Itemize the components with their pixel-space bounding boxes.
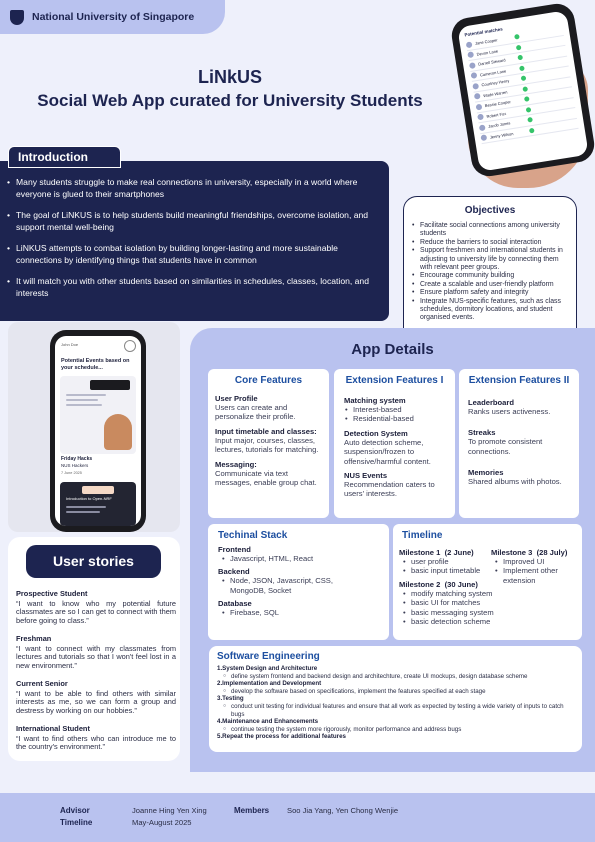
event-logo-2	[82, 486, 114, 494]
stack-subheading: Database	[218, 599, 252, 609]
status-dot-icon	[514, 34, 520, 40]
avatar	[467, 52, 474, 59]
match-name: Devon Lane	[476, 48, 499, 57]
advisor-name: Joanne Hing Yen Xing	[132, 806, 207, 815]
milestone-3	[491, 548, 579, 585]
database-list	[218, 608, 379, 617]
stack-item: • Node, JSON, Javascript, CSS, MongoDB, Socket	[218, 576, 353, 595]
avatar	[479, 124, 486, 131]
objective-item: • Support freshmen and international students in adjusting to university life by connecting them with relevant peer groups.	[410, 247, 572, 272]
feature-subheading: User Profile	[215, 394, 258, 403]
objective-item: • Facilitate social connections among university students	[410, 222, 572, 239]
extension-1-title: Extension Features I	[345, 375, 444, 386]
event-title: Friday Hacks	[61, 456, 93, 462]
university-crest-icon	[10, 10, 24, 25]
story-quote: “I want to be able to find others with similar interests as me, so we can form a group and destress by working on our hobbies.”	[16, 688, 176, 715]
timeline-label: Timeline	[60, 818, 93, 827]
step-title: Maintenance and Enhancements	[222, 718, 319, 726]
event-card	[60, 376, 136, 454]
avatar	[480, 135, 487, 142]
step-title: Testing	[222, 695, 244, 703]
user-stories-heading: User stories	[53, 553, 134, 569]
members-names: Soo Jia Yang, Yen Chong Wenjie	[287, 806, 399, 815]
feature-subheading: Messaging:	[215, 459, 257, 469]
timeline-value: May-August 2025	[132, 818, 192, 827]
milestone-items	[491, 557, 579, 585]
milestone-items	[399, 557, 499, 576]
status-dot-icon	[519, 65, 525, 71]
se-step-title	[217, 718, 574, 726]
objective-item: • Reduce the barriers to social interaction	[410, 239, 572, 247]
status-dot-icon	[521, 76, 527, 82]
event-intro-text: Introduction to Open-NRF	[66, 496, 112, 501]
match-name: Robert Fox	[486, 110, 507, 119]
hero-phone-list	[465, 25, 578, 144]
event-photo	[104, 414, 132, 450]
match-name: Jacob Jones	[487, 120, 511, 130]
status-dot-icon	[524, 96, 530, 102]
milestone-date: (28 July)	[536, 548, 568, 557]
core-features-card	[208, 369, 329, 518]
user-story	[16, 680, 176, 715]
avatar	[476, 103, 483, 110]
avatar	[474, 93, 481, 100]
step-number: 5.	[217, 733, 223, 741]
timeline-title: Timeline	[402, 530, 443, 541]
timeline-card	[393, 524, 582, 640]
events-phone-screen	[55, 336, 141, 526]
event-logo	[90, 380, 130, 390]
objective-item: • Integrate NUS-specific features, such as class schedules, dormitory locations, and student organised events.	[410, 298, 572, 323]
university-name: National University of Singapore	[32, 11, 195, 23]
avatar	[466, 41, 473, 48]
intro-point: • LiNKUS attempts to combat isolation by building longer-lasting and more sustainable connections by identifying things that students have in common	[6, 242, 380, 266]
story-role: Prospective Student	[16, 589, 88, 598]
core-features-title: Core Features	[234, 375, 303, 386]
feature-text: Input major, courses, classes, lectures, tutorials for matching.	[215, 435, 319, 455]
avatar	[124, 340, 136, 352]
app-title: LiNkUS	[197, 67, 262, 87]
stack-item: • Javascript, HTML, React	[218, 554, 379, 563]
milestone-item: • user profile	[399, 557, 499, 566]
se-step-title	[217, 680, 574, 688]
stack-item: • Firebase, SQL	[218, 608, 379, 617]
phone-greeting: John Doe	[61, 342, 79, 347]
feature-text: Communicate via text messages, enable group chat.	[215, 468, 317, 488]
feature-subheading: Memories	[468, 468, 504, 478]
story-quote: “I want to connect with my classmates from lectures and tutorials so that I won't feel lost in a new environment.”	[16, 643, 176, 670]
matching-item: • Residential-based	[341, 414, 448, 423]
feature-subheading: Detection System	[344, 428, 408, 438]
user-story	[16, 590, 176, 625]
se-step-detail: ○ define system frontend and backend design and architechture, create UI mockups, design database scheme	[217, 673, 574, 681]
match-name: Bessie Cooper	[484, 99, 512, 109]
step-number: 4.	[217, 718, 223, 726]
milestone-item: • basic messaging system	[399, 608, 499, 617]
avatar	[469, 62, 476, 69]
feature-text: Ranks users activeness.	[468, 407, 551, 416]
extension-features-2-card	[459, 369, 579, 518]
objectives-heading: Objectives	[464, 205, 516, 216]
feature-subheading: Streaks	[468, 428, 496, 438]
milestone-item: • basic detection scheme	[399, 617, 499, 626]
text-line	[66, 399, 98, 401]
feature-subheading: Matching system	[344, 396, 406, 405]
matching-list	[341, 405, 448, 424]
milestone-date: (2 June)	[444, 548, 474, 557]
introduction-heading: Introduction	[18, 150, 88, 164]
user-story	[16, 635, 176, 670]
milestone-label: Milestone 1	[399, 548, 441, 557]
se-step-detail: ○ develop the software based on specifications, implement the features specified at each stage	[217, 688, 574, 696]
software-engineering-card	[209, 646, 582, 752]
status-dot-icon	[529, 128, 535, 134]
status-dot-icon	[522, 86, 528, 92]
se-step-detail: ○ conduct unit testing for individual features and ensure that all work as expected by testing a wide variety of inputs to catch bugs	[217, 703, 574, 718]
event-card-2	[60, 482, 136, 526]
technical-stack-card	[208, 524, 389, 640]
milestone-label: Milestone 3	[491, 548, 533, 557]
match-name: Cameron Lane	[479, 68, 507, 78]
status-dot-icon	[516, 45, 522, 51]
se-step-title	[217, 733, 574, 741]
feature-text: Users can create and personalize their profile.	[215, 403, 296, 422]
objective-item: • Create a scalable and user-friendly platform	[410, 281, 572, 289]
avatar	[472, 83, 479, 90]
milestone-item: • basic UI for matches	[399, 598, 499, 607]
match-name: Courtney Henry	[481, 78, 510, 88]
text-line	[66, 394, 106, 396]
feature-subheading: Leaderboard	[468, 398, 514, 407]
events-heading: Potential Events based on your schedule...	[61, 358, 130, 371]
status-dot-icon	[526, 107, 532, 113]
extension-features-1-card	[334, 369, 455, 518]
feature-text: Shared albums with photos.	[468, 477, 562, 487]
feature-text: To promote consistent connections.	[468, 437, 543, 456]
match-name: Wade Warren	[482, 89, 508, 98]
intro-point: • Many students struggle to make real connections in university, especially in a world where everyone is glued to their smartphones	[6, 176, 380, 200]
objective-item: • Encourage community building	[410, 272, 572, 280]
step-number: 1.	[217, 665, 223, 672]
story-quote: “I want to find others who can introduce me to the country's environment.”	[16, 733, 176, 752]
app-details-heading: App Details	[351, 341, 434, 358]
story-role: Freshman	[16, 634, 52, 643]
step-title: Implementation and Development	[222, 680, 322, 688]
feature-text: Recommendation caters to users' interests.	[344, 480, 435, 499]
stack-subheading: Backend	[218, 567, 250, 577]
se-step-title	[217, 695, 574, 703]
software-engineering-steps	[217, 665, 574, 741]
step-title: System Design and Architecture	[222, 665, 318, 672]
se-step-title	[217, 665, 574, 673]
technical-stack-title: Techinal Stack	[218, 530, 288, 541]
story-role: International Student	[16, 724, 90, 733]
avatar	[477, 114, 484, 121]
feature-subheading: Input timetable and classes:	[215, 426, 317, 436]
milestone-1	[399, 548, 499, 576]
milestone-item: • basic input timetable	[399, 566, 499, 575]
app-subtitle: Social Web App curated for University Students	[37, 91, 423, 110]
text-line	[66, 506, 106, 508]
status-dot-icon	[527, 117, 533, 123]
intro-point: • The goal of LiNKUS is to help students build meaningful friendships, overcome isolation, and support mental well-being	[6, 209, 380, 233]
milestone-2	[399, 580, 499, 627]
milestone-label: Milestone 2	[399, 580, 441, 589]
objectives-list	[410, 222, 572, 323]
feature-text: Auto detection scheme, suspension/frozen to offensive/harmful content.	[344, 437, 431, 466]
feature-subheading: NUS Events	[344, 471, 388, 481]
milestone-item: • Improved UI	[491, 557, 579, 566]
hero-phone-screen	[457, 10, 588, 171]
step-number: 2.	[217, 680, 223, 688]
milestone-items	[399, 589, 499, 627]
story-quote: “I want to know who my potential future classmates are so I can get to connect with them before going to class.”	[16, 598, 176, 625]
milestone-date: (30 June)	[444, 580, 478, 589]
introduction-list	[6, 176, 380, 308]
event-organiser: NUS Hackers	[61, 463, 89, 468]
status-dot-icon	[517, 55, 523, 61]
story-role: Current Senior	[16, 679, 68, 688]
extension-2-title: Extension Features II	[468, 375, 570, 386]
frontend-list	[218, 554, 379, 563]
matching-item: • Interest-based	[341, 405, 448, 414]
milestone-item: • Implement other extension	[491, 566, 579, 585]
text-line	[66, 404, 102, 406]
objective-item: • Ensure platform safety and integrity	[410, 289, 572, 297]
software-engineering-title: Software Engineering	[217, 651, 320, 662]
step-title: Repeat the process for additional features	[222, 733, 346, 741]
members-label: Members	[234, 806, 270, 815]
event-date: 7 June 2025	[61, 471, 82, 475]
match-name: Jenny Wilson	[489, 130, 514, 140]
se-step-detail: ○ continue testing the system more rigorously, monitor performance and address bugs	[217, 726, 574, 734]
avatar	[471, 72, 478, 79]
backend-list	[218, 576, 353, 595]
match-name: Jane Cooper	[474, 37, 499, 47]
step-number: 3.	[217, 695, 223, 703]
user-story	[16, 725, 176, 752]
stack-subheading: Frontend	[218, 545, 251, 554]
intro-point: • It will match you with other students based on similarities in schedules, classes, location, and interests	[6, 275, 380, 299]
advisor-label: Advisor	[60, 806, 90, 815]
match-name: Darrell Steward	[477, 57, 506, 67]
text-line	[66, 511, 100, 513]
hero-phone-heading: Potential matches	[464, 26, 503, 38]
milestone-item: • modify matching system	[399, 589, 499, 598]
